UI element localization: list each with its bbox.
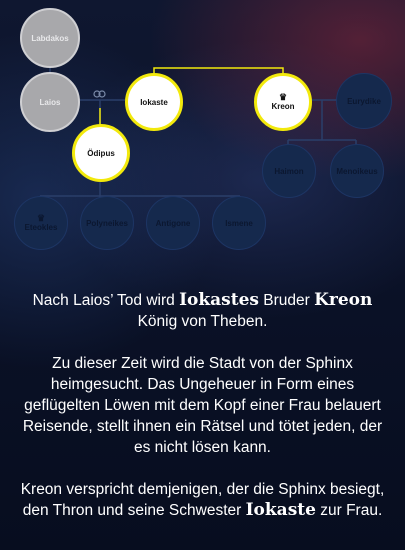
rings-icon	[94, 91, 105, 97]
node-oedipus	[72, 124, 130, 182]
node-oedipus-label: Ödipus	[87, 148, 115, 158]
node-ismene	[212, 196, 266, 250]
node-polyneikes	[80, 196, 134, 250]
node-labdakos	[20, 8, 80, 68]
node-eteokles	[14, 196, 68, 250]
node-kreon	[254, 73, 312, 131]
story-paragraph-2: Zu dieser Zeit wird die Stadt von der Sphinx heimgesucht. Das Ungeheuer in Form eines geflügelten Löwen mit dem Kopf einer Frau belauert Reisende, stellt ihnen ein Rätsel und tötet jeden, der es nicht lösen kann.	[22, 355, 383, 456]
node-kreon-label: Kreon	[271, 102, 295, 111]
story-text-fragment: zur Frau.	[315, 502, 383, 519]
node-iokaste	[125, 73, 183, 131]
node-laios-label: Laios	[39, 97, 61, 107]
node-laios	[20, 72, 80, 132]
highlight-kreon: Kreon	[314, 290, 373, 310]
node-eurydike-label: Eurydike	[347, 96, 381, 106]
node-ismene-label: Ismene	[225, 218, 253, 228]
story-paragraph-1	[20, 290, 385, 332]
node-menoikeus	[330, 144, 384, 198]
node-antigone	[146, 196, 200, 250]
highlight-iokaste: Iokaste	[245, 500, 316, 520]
family-tree	[0, 0, 405, 260]
node-polyneikes-label: Polyneikes	[86, 218, 128, 228]
node-eurydike	[336, 73, 392, 129]
highlight-iokastes: Iokastes	[179, 290, 259, 310]
story-text-fragment: König von Theben.	[137, 313, 268, 330]
node-haimon	[262, 144, 316, 198]
connector-iokaste-kreon	[154, 68, 283, 78]
crown-icon: ♛	[278, 92, 288, 102]
node-antigone-label: Antigone	[155, 218, 191, 228]
node-labdakos-label: Labdakos	[31, 33, 69, 43]
story-paragraph-3	[20, 479, 385, 521]
node-menoikeus-label: Menoikeus	[336, 166, 378, 176]
crown-icon: ♛	[36, 213, 46, 223]
story-text	[20, 290, 385, 542]
node-eteokles-label: Eteokles	[24, 223, 58, 232]
story-text-fragment: Nach Laios’ Tod wird	[32, 292, 180, 309]
story-text-fragment: Bruder	[258, 292, 315, 309]
story-text-fragment: Kreon verspricht demjenigen, der die Sphinx besiegt, den Thron und seine Schwester	[20, 481, 385, 519]
node-haimon-label: Haimon	[274, 166, 304, 176]
node-iokaste-label: Iokaste	[140, 97, 168, 107]
